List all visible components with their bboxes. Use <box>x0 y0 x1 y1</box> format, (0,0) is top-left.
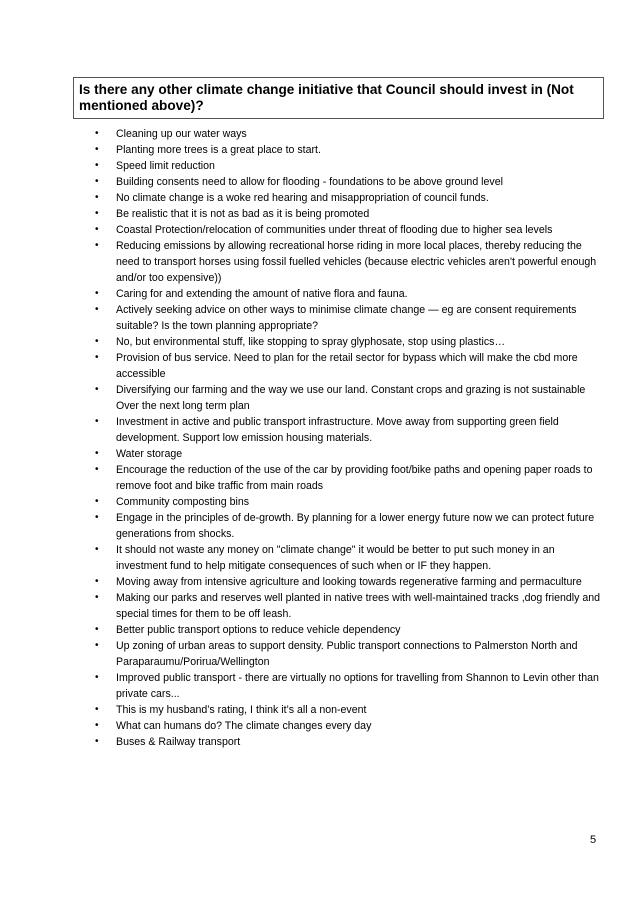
answer-text: This is my husband’s rating, I think it’s all a non-event <box>116 704 367 716</box>
answer-text: Diversifying our farming and the way we use our land. Constant crops and grazing is not sustainable Over the next long term plan <box>116 384 586 412</box>
bullet-icon: • <box>95 736 99 747</box>
answer-text: Planting more trees is a great place to start. <box>116 144 321 156</box>
answer-text: Buses & Railway transport <box>116 736 241 748</box>
bullet-icon: • <box>95 224 99 235</box>
answer-item <box>95 286 605 302</box>
answer-item <box>95 590 605 622</box>
answer-item <box>95 238 605 286</box>
bullet-icon: • <box>95 448 99 459</box>
answer-text: Improved public transport - there are virtually no options for travelling from Shannon to Levin other than private cars... <box>116 672 599 700</box>
answer-text: Water storage <box>116 448 183 460</box>
answer-item <box>95 190 605 206</box>
answer-text: Be realistic that it is not as bad as it is being promoted <box>116 208 370 220</box>
bullet-icon: • <box>95 592 99 603</box>
answer-text: No, but environmental stuff, like stopping to spray glyphosate, stop using plastics… <box>116 336 506 348</box>
bullet-icon: • <box>95 208 99 219</box>
bullet-icon: • <box>95 464 99 475</box>
answer-text: Provision of bus service. Need to plan for the retail sector for bypass which will make the cbd more accessible <box>116 352 578 380</box>
answer-item <box>95 222 605 238</box>
answer-item <box>95 510 605 542</box>
bullet-icon: • <box>95 640 99 651</box>
bullet-icon: • <box>95 416 99 427</box>
bullet-icon: • <box>95 672 99 683</box>
answer-item <box>95 174 605 190</box>
bullet-icon: • <box>95 544 99 555</box>
answer-item <box>95 206 605 222</box>
bullet-icon: • <box>95 720 99 731</box>
bullet-icon: • <box>95 240 99 251</box>
answer-item <box>95 638 605 670</box>
answer-item <box>95 142 605 158</box>
bullet-icon: • <box>95 288 99 299</box>
answer-text: Engage in the principles of de-growth. By planning for a lower energy future now we can protect future generations from shocks. <box>116 512 595 540</box>
answer-item <box>95 702 605 718</box>
answers-list <box>95 126 605 750</box>
bullet-icon: • <box>95 704 99 715</box>
bullet-icon: • <box>95 160 99 171</box>
answer-text: Encourage the reduction of the use of the car by providing foot/bike paths and opening paper roads to remove foot and bike traffic from main roads <box>116 464 593 492</box>
answer-item <box>95 718 605 734</box>
answer-item <box>95 574 605 590</box>
bullet-icon: • <box>95 192 99 203</box>
answer-item <box>95 414 605 446</box>
bullet-icon: • <box>95 128 99 139</box>
answer-text: No climate change is a woke red hearing and misappropriation of council funds. <box>116 192 489 204</box>
answer-text: Coastal Protection/relocation of communities under threat of flooding due to higher sea levels <box>116 224 553 236</box>
bullet-icon: • <box>95 336 99 347</box>
bullet-icon: • <box>95 176 99 187</box>
bullet-icon: • <box>95 576 99 587</box>
question-heading: Is there any other climate change initiative that Council should invest in (Not mentioned above)? <box>79 82 574 113</box>
answer-item <box>95 622 605 638</box>
answer-item <box>95 734 605 750</box>
answer-text: Community composting bins <box>116 496 250 508</box>
bullet-icon: • <box>95 384 99 395</box>
bullet-icon: • <box>95 624 99 635</box>
answer-item <box>95 334 605 350</box>
answer-text: Cleaning up our water ways <box>116 128 247 140</box>
page-number: 5 <box>590 834 597 846</box>
answer-item <box>95 494 605 510</box>
answer-text: Up zoning of urban areas to support density. Public transport connections to Palmerston North and Paraparaumu/Porirua/Wellington <box>116 640 578 668</box>
answer-text: Reducing emissions by allowing recreational horse riding in more local places, thereby reducing the need to transport horses using fossil fuelled vehicles (because electric vehicles aren't powerful enough and/or too expensive)) <box>116 240 597 284</box>
answer-item <box>95 446 605 462</box>
bullet-icon: • <box>95 304 99 315</box>
question-box <box>73 77 604 119</box>
bullet-icon: • <box>95 512 99 523</box>
answer-item <box>95 462 605 494</box>
answer-text: It should not waste any money on "climate change" it would be better to put such money in an investment fund to help mitigate consequences of such when or IF they happen. <box>116 544 555 572</box>
bullet-icon: • <box>95 144 99 155</box>
answer-text: Making our parks and reserves well planted in native trees with well-maintained tracks ,dog friendly and special times for them to be off leash. <box>116 592 601 620</box>
answer-item <box>95 670 605 702</box>
answer-item <box>95 302 605 334</box>
answer-item <box>95 158 605 174</box>
answer-text: Building consents need to allow for flooding - foundations to be above ground level <box>116 176 503 188</box>
answer-item <box>95 350 605 382</box>
answer-item <box>95 382 605 414</box>
answer-item <box>95 542 605 574</box>
answer-text: Better public transport options to reduce vehicle dependency <box>116 624 401 636</box>
answer-text: Moving away from intensive agriculture and looking towards regenerative farming and permaculture <box>116 576 582 588</box>
bullet-icon: • <box>95 352 99 363</box>
answer-item <box>95 126 605 142</box>
answer-text: Actively seeking advice on other ways to minimise climate change — eg are consent requirements suitable? Is the town planning appropriate? <box>116 304 577 332</box>
answer-text: Caring for and extending the amount of native flora and fauna. <box>116 288 408 300</box>
bullet-icon: • <box>95 496 99 507</box>
answer-text: Speed limit reduction <box>116 160 215 172</box>
answer-text: What can humans do? The climate changes every day <box>116 720 372 732</box>
answer-text: Investment in active and public transport infrastructure. Move away from supporting green field development. Support low emission housing materials. <box>116 416 559 444</box>
